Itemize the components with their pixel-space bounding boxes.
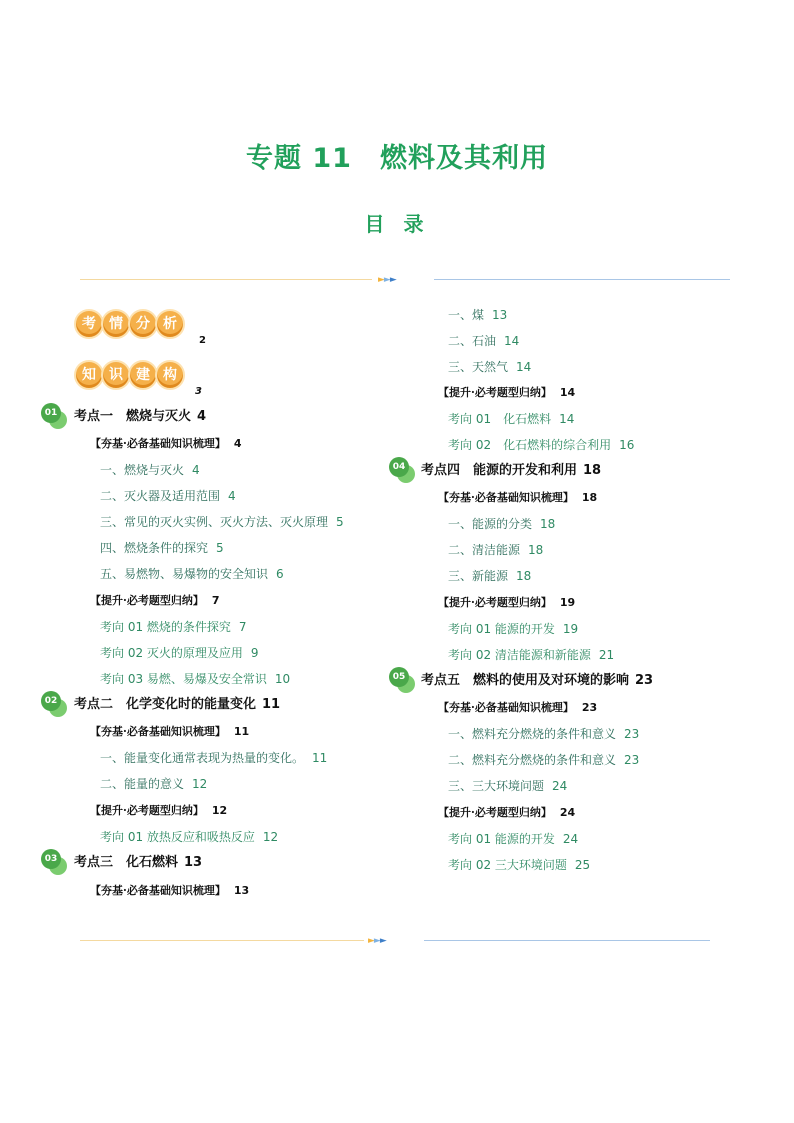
- toc-subitem[interactable]: 考向 02 化石燃料的综合利用 16: [448, 438, 635, 452]
- section-badge-icon: 03: [41, 849, 71, 879]
- toc-subitem[interactable]: 考向 03 易燃、易爆及安全常识 10: [100, 672, 291, 686]
- toc-section-1[interactable]: 考点一 燃烧与灭火 4: [74, 409, 207, 424]
- banner-page-number: 2: [199, 335, 206, 346]
- toc-item[interactable]: 一、能量变化通常表现为热量的变化。 11: [100, 751, 328, 765]
- bottom-divider: [80, 935, 710, 947]
- toc-section-4[interactable]: 考点四 能源的开发和利用 18: [421, 463, 602, 478]
- banner-char: 考: [74, 309, 104, 339]
- section-badge-icon: 02: [41, 691, 71, 721]
- toc-item[interactable]: 一、燃料充分燃烧的条件和意义 23: [448, 727, 640, 741]
- toc-subitem[interactable]: 考向 02 灭火的原理及应用 9: [100, 646, 259, 660]
- toc-section-3[interactable]: 考点三 化石燃料 13: [74, 855, 203, 870]
- toc-item[interactable]: 四、燃烧条件的探究 5: [100, 541, 224, 555]
- top-divider: [80, 274, 730, 286]
- toc-subitem[interactable]: 考向 01 化石燃料 14: [448, 412, 575, 426]
- toc-tag[interactable]: 【提升·必考题型归纳】 24: [438, 806, 576, 819]
- toc-heading: 目 录: [364, 212, 430, 236]
- toc-tag[interactable]: 【提升·必考题型归纳】 7: [90, 594, 220, 607]
- banner-page-number: 3: [195, 386, 202, 397]
- toc-subitem[interactable]: 考向 01 燃烧的条件探究 7: [100, 620, 247, 634]
- section-badge-icon: 01: [41, 403, 71, 433]
- banner-char: 建: [128, 360, 158, 390]
- toc-tag[interactable]: 【夯基·必备基础知识梳理】 23: [438, 701, 598, 714]
- toc-subitem[interactable]: 考向 02 三大环境问题 25: [448, 858, 591, 872]
- toc-tag[interactable]: 【提升·必考题型归纳】 14: [438, 386, 576, 399]
- divider-arrows-icon: ►►►: [378, 275, 396, 285]
- section-badge-icon: 04: [389, 457, 419, 487]
- toc-item[interactable]: 三、常见的灭火实例、灭火方法、灭火原理 5: [100, 515, 344, 529]
- banner-char: 识: [101, 360, 131, 390]
- toc-item[interactable]: 二、燃料充分燃烧的条件和意义 23: [448, 753, 640, 767]
- toc-item[interactable]: 二、灭火器及适用范围 4: [100, 489, 236, 503]
- banner-char: 分: [128, 309, 158, 339]
- toc-item[interactable]: 一、煤 13: [448, 308, 508, 322]
- toc-tag[interactable]: 【夯基·必备基础知识梳理】 4: [90, 437, 242, 450]
- toc-tag[interactable]: 【夯基·必备基础知识梳理】 11: [90, 725, 250, 738]
- toc-item[interactable]: 二、石油 14: [448, 334, 520, 348]
- toc-section-5[interactable]: 考点五 燃料的使用及对环境的影响 23: [421, 673, 654, 688]
- toc-item[interactable]: 三、新能源 18: [448, 569, 532, 583]
- toc-item[interactable]: 一、能源的分类 18: [448, 517, 556, 531]
- toc-item[interactable]: 五、易燃物、易爆物的安全知识 6: [100, 567, 284, 581]
- toc-tag[interactable]: 【夯基·必备基础知识梳理】 18: [438, 491, 598, 504]
- toc-tag[interactable]: 【夯基·必备基础知识梳理】 13: [90, 884, 250, 897]
- toc-item[interactable]: 三、三大环境问题 24: [448, 779, 568, 793]
- toc-subitem[interactable]: 考向 02 清洁能源和新能源 21: [448, 648, 615, 662]
- toc-tag[interactable]: 【提升·必考题型归纳】 19: [438, 596, 576, 609]
- toc-subitem[interactable]: 考向 01 能源的开发 24: [448, 832, 579, 846]
- toc-section-2[interactable]: 考点二 化学变化时的能量变化 11: [74, 697, 281, 712]
- banner-char: 析: [155, 309, 185, 339]
- toc-tag[interactable]: 【提升·必考题型归纳】 12: [90, 804, 228, 817]
- toc-item[interactable]: 二、清洁能源 18: [448, 543, 544, 557]
- banner-char: 知: [74, 360, 104, 390]
- page-title: 专题 11 燃料及其利用: [246, 143, 548, 174]
- toc-subitem[interactable]: 考向 01 放热反应和吸热反应 12: [100, 830, 279, 844]
- toc-item[interactable]: 三、天然气 14: [448, 360, 532, 374]
- banner-char: 情: [101, 309, 131, 339]
- toc-item[interactable]: 二、能量的意义 12: [100, 777, 208, 791]
- banner-knowledge-structure[interactable]: [74, 360, 182, 390]
- banner-exam-analysis[interactable]: [74, 309, 182, 339]
- divider-arrows-icon: ►►►: [368, 936, 386, 946]
- toc-subitem[interactable]: 考向 01 能源的开发 19: [448, 622, 579, 636]
- section-badge-icon: 05: [389, 667, 419, 697]
- toc-item[interactable]: 一、燃烧与灭火 4: [100, 463, 200, 477]
- banner-char: 构: [155, 360, 185, 390]
